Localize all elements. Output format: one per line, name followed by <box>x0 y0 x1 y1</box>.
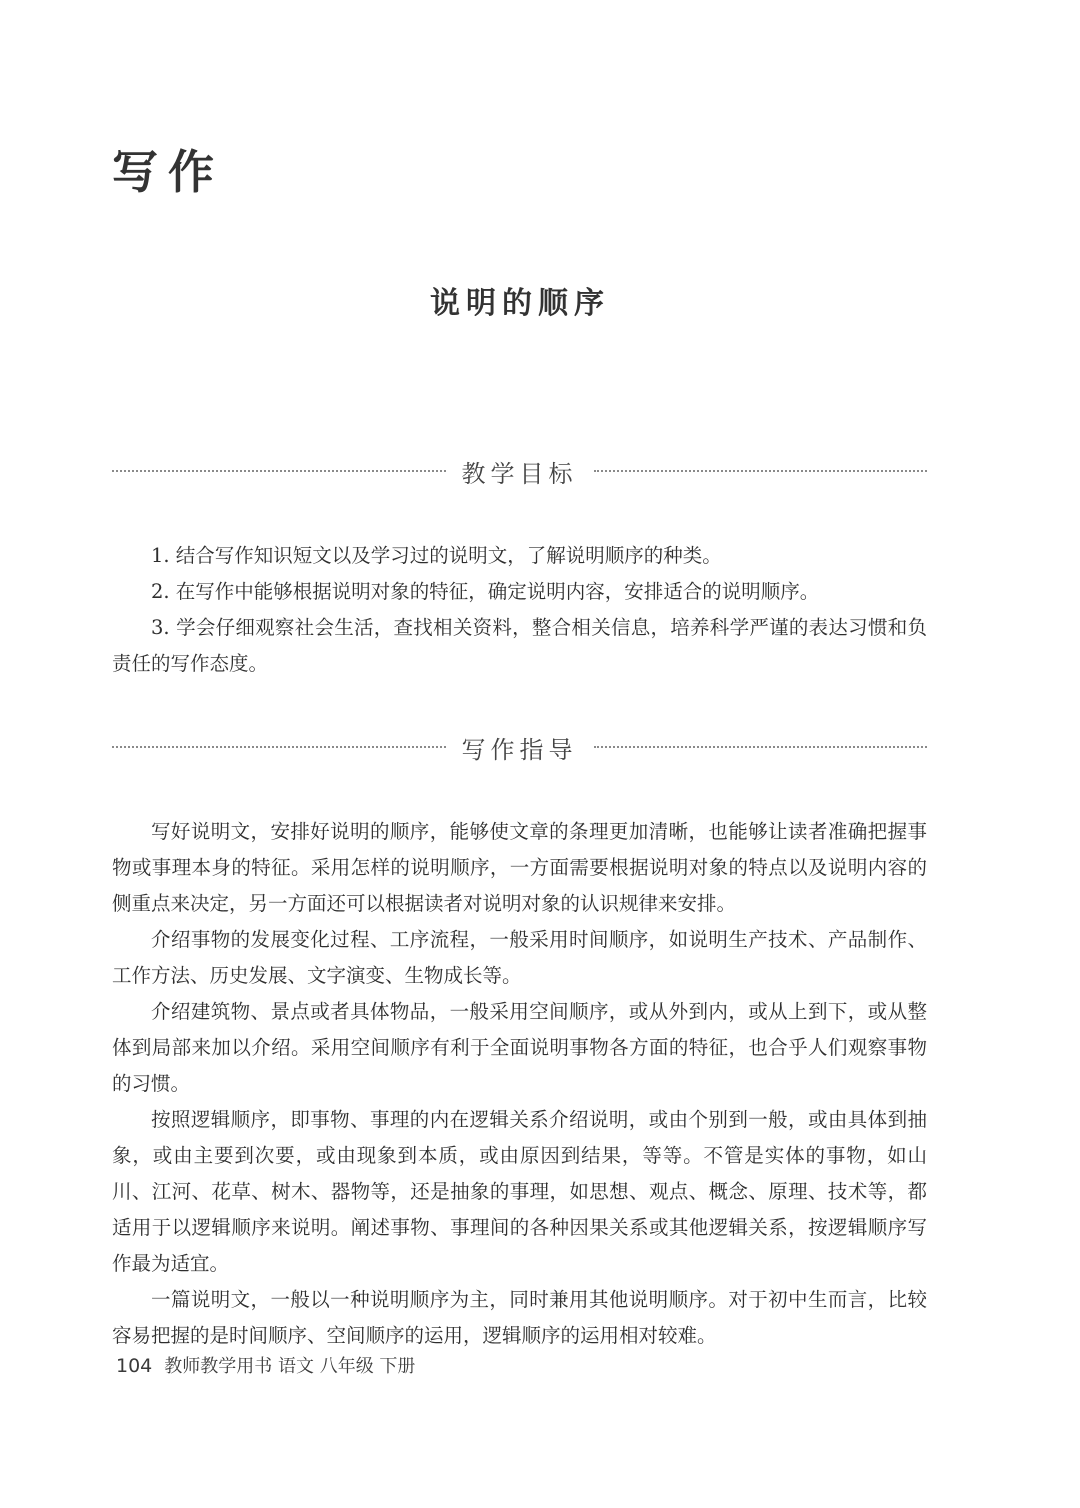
guide-paragraph: 写好说明文，安排好说明的顺序，能够使文章的条理更加清晰，也能够让读者准确把握事物或事理本身的特征。采用怎样的说明顺序，一方面需要根据说明对象的特点以及说明内容的侧重点来决定，另一方面还可以根据读者对说明对象的认识规律来安排。 <box>112 820 927 915</box>
page-number: 104 <box>116 1355 153 1377</box>
guide-paragraph: 介绍事物的发展变化过程、工序流程，一般采用时间顺序，如说明生产技术、产品制作、工作方法、历史发展、文字演变、生物成长等。 <box>112 928 927 987</box>
dotted-divider-left <box>112 470 446 472</box>
section-heading: 写作指导 <box>461 735 578 764</box>
guide-paragraph: 一篇说明文，一般以一种说明顺序为主，同时兼用其他说明顺序。对于初中生而言，比较容易把握的是时间顺序、空间顺序的运用，逻辑顺序的运用相对较难。 <box>112 1288 927 1347</box>
goal-item: 2. 在写作中能够根据说明对象的特征，确定说明内容，安排适合的说明顺序。 <box>151 580 820 603</box>
guide-paragraph: 按照逻辑顺序，即事物、事理的内在逻辑关系介绍说明，或由个别到一般，或由具体到抽象，或由主要到次要，或由现象到本质，或由原因到结果，等等。不管是实体的事物，如山川、江河、花草、树木、器物等，还是抽象的事理，如思想、观点、概念、原理、技术等，都适用于以逻辑顺序来说明。阐述事物、事理间的各种因果关系或其他逻辑关系，按逻辑顺序写作最为适宜。 <box>112 1108 927 1275</box>
writing-guide-body <box>112 814 927 1354</box>
goal-item: 1. 结合写作知识短文以及学习过的说明文，了解说明顺序的种类。 <box>151 544 722 567</box>
teaching-goals-list <box>112 538 927 682</box>
section-header-writing-guide <box>112 727 927 767</box>
book-title: 教师教学用书 语文 八年级 下册 <box>164 1356 416 1377</box>
guide-paragraph: 介绍建筑物、景点或者具体物品，一般采用空间顺序，或从外到内，或从上到下，或从整体到局部来加以介绍。采用空间顺序有利于全面说明事物各方面的特征，也合乎人们观察事物的习惯。 <box>112 1000 927 1095</box>
dotted-divider-right <box>594 746 928 748</box>
dotted-divider-left <box>112 746 446 748</box>
dotted-divider-right <box>594 470 928 472</box>
section-heading: 教学目标 <box>461 459 578 488</box>
goal-item: 3. 学会仔细观察社会生活，查找相关资料，整合相关信息，培养科学严谨的表达习惯和负责任的写作态度。 <box>112 616 927 675</box>
chapter-title: 写作 <box>112 145 224 199</box>
lesson-title: 说明的顺序 <box>430 286 610 321</box>
section-header-teaching-goals <box>112 451 927 491</box>
page-footer <box>116 1352 415 1378</box>
